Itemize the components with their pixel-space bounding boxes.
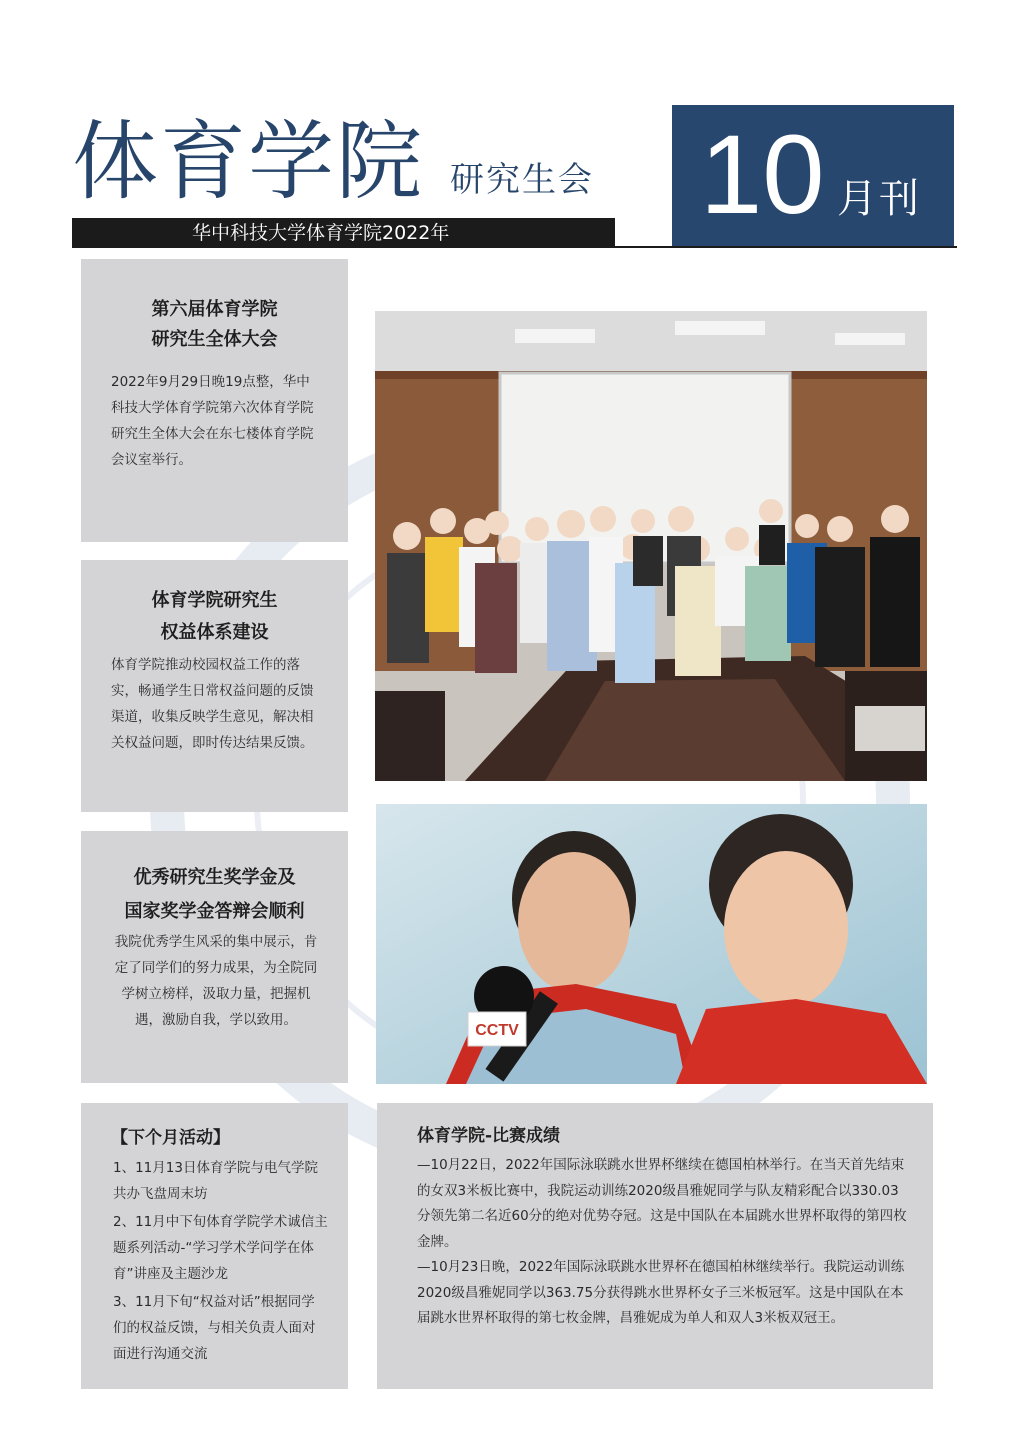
card-rights-system [81, 560, 348, 812]
card-title-line: 研究生全体大会 [151, 329, 278, 350]
activities-list [113, 1155, 328, 1369]
divers-interview-photo [376, 804, 927, 1084]
issue-unit: 月刊 [837, 176, 921, 222]
activities-heading: 【下个月活动】 [111, 1128, 230, 1148]
page-title: 体育学院 [72, 112, 424, 212]
card-title-line: 体育学院研究生 [151, 590, 278, 611]
activity-item: 1、11月13日体育学院与电气学院共办飞盘周末坊 [113, 1160, 318, 1202]
card-title [81, 861, 348, 929]
results-body [417, 1153, 907, 1332]
group-photo [375, 311, 927, 781]
card-scholarship [81, 831, 348, 1083]
header-divider [615, 246, 957, 248]
activity-item: 3、11月下旬“权益对话”根据同学们的权益反馈，与相关负责人面对面进行沟通交流 [113, 1294, 316, 1362]
activity-item: 2、11月中下旬体育学院学术诚信主题系列活动-“学习学术学问学在体育”讲座及主题沙龙 [113, 1214, 328, 1282]
group-photo-illustration [375, 311, 927, 781]
card-title [81, 585, 348, 649]
results-paragraph: —10月23日晚，2022年国际泳联跳水世界杯在德国柏林继续举行。我院运动训练2020级昌雅妮同学以363.75分获得跳水世界杯女子三米板冠军。这是中国队在本届跳水世界杯取得的第七枚金牌，昌雅妮成为单人和双人3米板双冠王。 [417, 1259, 905, 1326]
card-body: 2022年9月29日晚19点整，华中科技大学体育学院第六次体育学院研究生全体大会在东七楼体育学院会议室举行。 [111, 374, 314, 468]
card-title-line: 优秀研究生奖学金及 [133, 867, 296, 888]
card-title-line: 第六届体育学院 [151, 299, 278, 320]
subtitle-bar [72, 218, 615, 248]
issue-number: 10 [700, 112, 825, 237]
card-title-line: 权益体系建设 [160, 622, 269, 643]
card-title-line: 国家奖学金答辩会顺利 [124, 901, 305, 922]
subtitle-text: 华中科技大学体育学院2022年 [192, 222, 450, 244]
card-general-assembly [81, 259, 348, 542]
results-paragraph: —10月22日，2022年国际泳联跳水世界杯继续在德国柏林举行。在当天首先结束的女双3米板比赛中，我院运动训练2020级昌雅妮同学与队友精彩配合以330.03分领先第二名近60分的绝对优势夺冠。这是中国队在本届跳水世界杯取得的第四枚金牌。 [417, 1157, 907, 1250]
divers-interview-illustration [376, 804, 927, 1084]
page-title-sub: 研究生会 [450, 160, 594, 200]
card-body: 我院优秀学生风采的集中展示，肯定了同学们的努力成果，为全院同学树立榜样，汲取力量，把握机遇，激励自我，学以致用。 [114, 934, 318, 1028]
card-next-month-activities [81, 1103, 348, 1389]
issue-badge [672, 105, 954, 248]
card-competition-results [377, 1103, 933, 1389]
results-title: 体育学院-比赛成绩 [417, 1126, 561, 1146]
cctv-logo-text: CCTV [475, 1022, 519, 1039]
card-title [81, 295, 348, 355]
card-body: 体育学院推动校园权益工作的落实，畅通学生日常权益问题的反馈渠道，收集反映学生意见，解决相关权益问题，即时传达结果反馈。 [111, 657, 314, 751]
